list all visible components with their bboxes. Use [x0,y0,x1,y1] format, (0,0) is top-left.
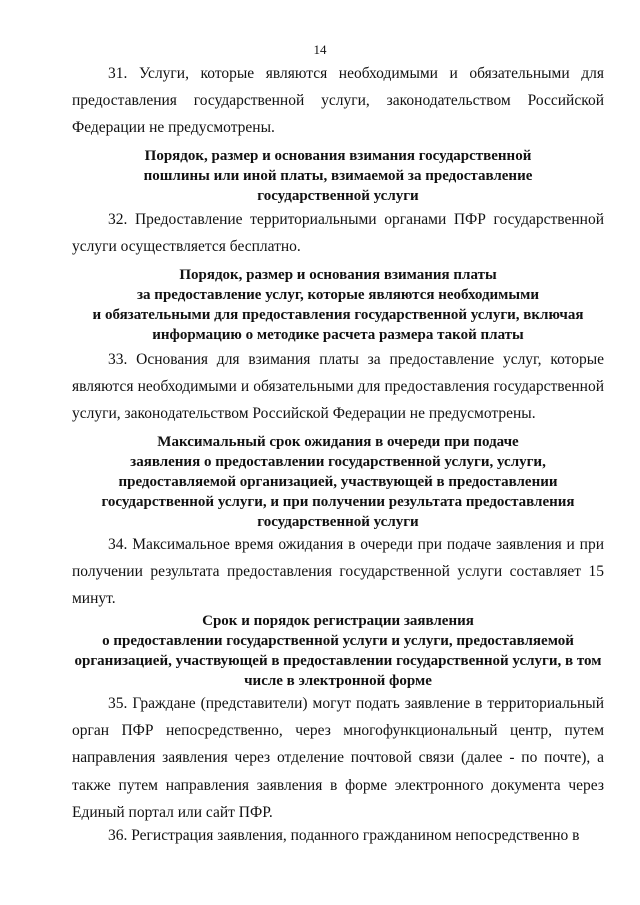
section-heading-queue-time [64,432,612,532]
heading-line: предоставляемой организацией, участвующей в предоставлении [118,474,558,490]
section-heading-state-fee [64,146,612,206]
heading-line: организацией, участвующей в предоставлении государственной услуги, в том [74,653,602,669]
section-heading-service-fee [64,265,612,345]
heading-line: пошлины или иной платы, взимаемой за предоставление [143,168,533,184]
paragraph-33: 33. Основания для взимания платы за предоставление услуг, которые являются необходимыми и обязательными для предоставления государственной услуги, законодательством Российской Федерации не предусмотрены. [72,351,604,423]
paragraph-34: 34. Максимальное время ожидания в очереди при подаче заявления и при получении результата предоставления государственной услуги составляет 15 минут. [72,536,604,608]
section-heading-registration [64,611,612,691]
heading-line: о предоставлении государственной услуги и услуги, предоставляемой [102,633,574,649]
paragraph-32: 32. Предоставление территориальными органами ПФР государственной услуги осуществляется бесплатно. [72,211,604,256]
paragraph-36: 36. Регистрация заявления, поданного гражданином непосредственно в [108,827,580,844]
paragraph-35: 35. Граждане (представители) могут подать заявление в территориальный орган ПФР непосредственно, через многофункциональный центр, путем направления заявления через отделение почтовой связи (далее - по почте), а также путем направления заявления в форме электронного документа через Единый портал или сайт ПФР. [72,695,604,821]
paragraph-31: 31. Услуги, которые являются необходимыми и обязательными для предоставления государственной услуги, законодательством Российской Федерации не предусмотрены. [72,65,604,137]
heading-line: государственной услуги [257,188,419,204]
heading-line: за предоставление услуг, которые являются необходимыми [137,287,539,303]
heading-line: числе в электронной форме [244,673,432,689]
heading-line: Максимальный срок ожидания в очереди при подаче [157,434,519,450]
heading-line: и обязательными для предоставления государственной услуги, включая [92,307,584,323]
heading-line: государственной услуги, и при получении результата предоставления [101,494,575,510]
heading-line: Порядок, размер и основания взимания платы [179,267,497,283]
heading-line: государственной услуги [257,514,419,530]
heading-line: заявления о предоставлении государственной услуги, услуги, [130,454,546,470]
heading-line: Срок и порядок регистрации заявления [202,613,474,629]
page-number: 14 [313,42,327,57]
heading-line: Порядок, размер и основания взимания государственной [144,148,532,164]
heading-line: информацию о методике расчета размера такой платы [152,327,524,343]
